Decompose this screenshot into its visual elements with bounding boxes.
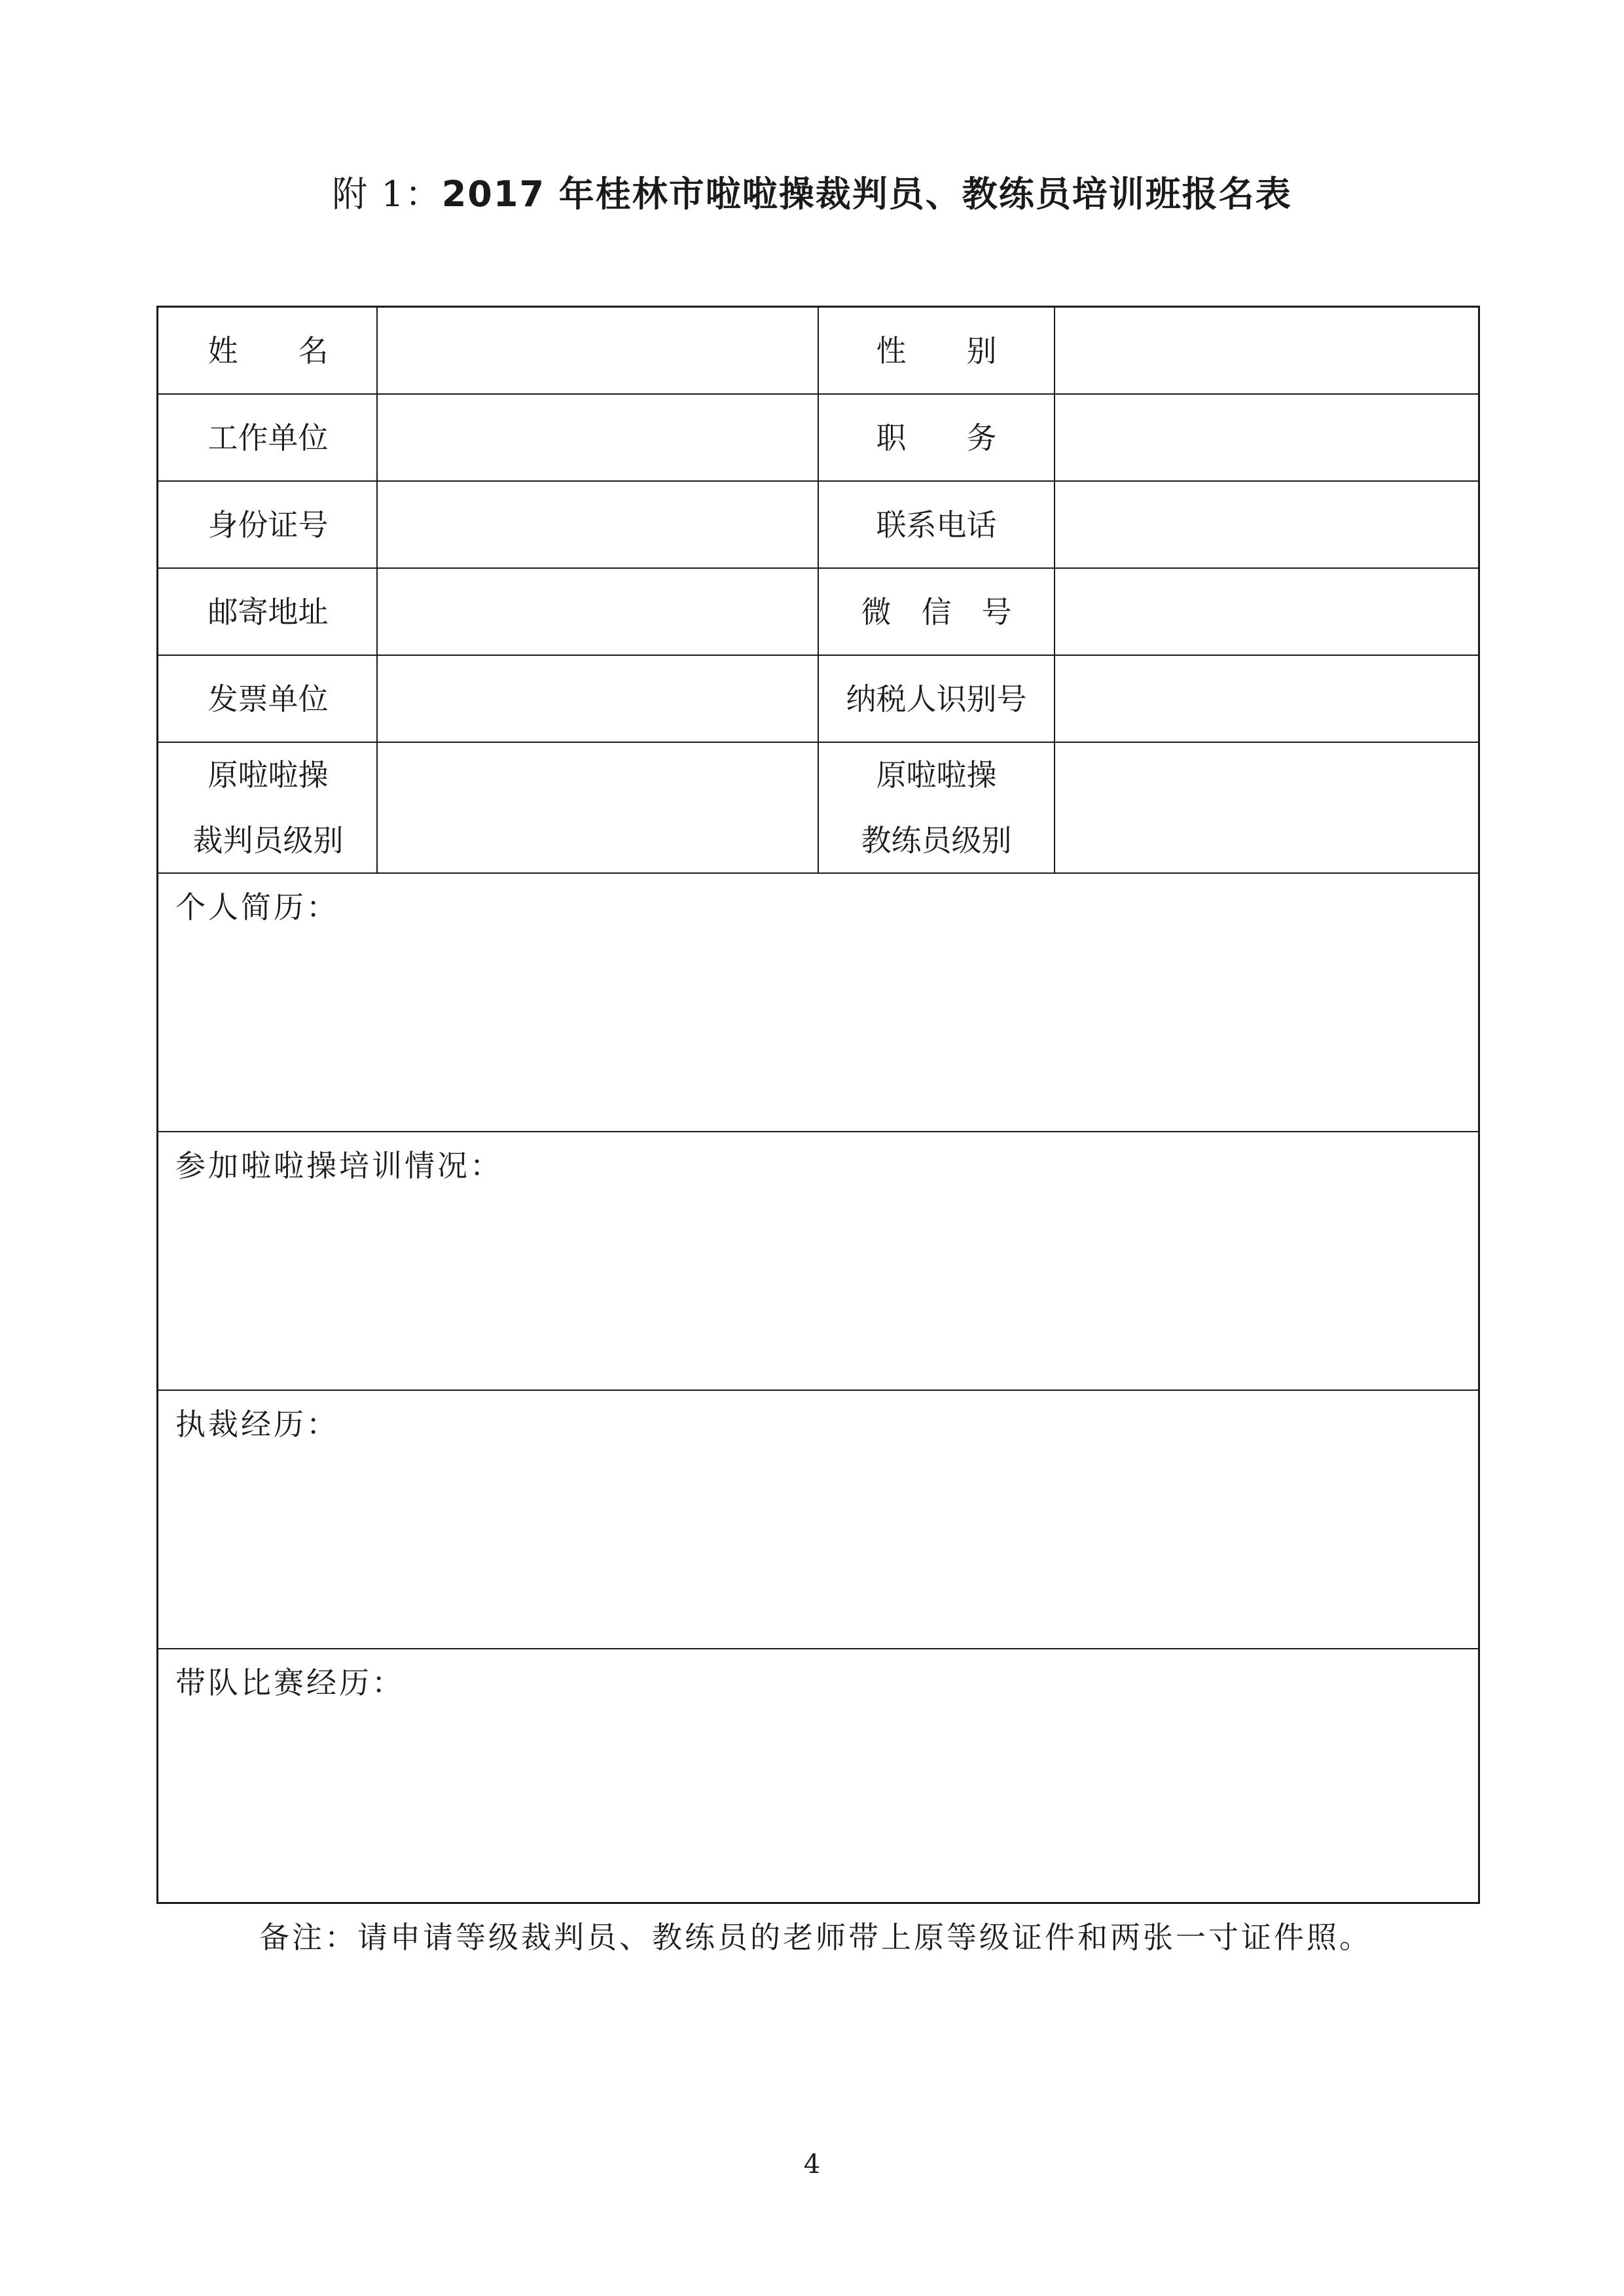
mailing-address-label: 邮寄地址 [208, 594, 329, 630]
team-competition-history-field[interactable] [158, 1712, 1478, 1901]
id-number-label: 身份证号 [208, 507, 329, 543]
officiating-history-label: 执裁经历： [175, 1407, 339, 1442]
page-number: 4 [803, 2149, 821, 2179]
id-number-field[interactable] [378, 482, 818, 568]
training-history-field[interactable] [158, 1194, 1478, 1390]
tax-id-label: 纳税人识别号 [846, 681, 1027, 717]
referee-level-field[interactable] [378, 743, 818, 872]
row-divider [158, 1131, 1478, 1132]
coach-level-field[interactable] [1055, 743, 1478, 872]
wechat-label: 微 信 号 [861, 594, 1012, 630]
referee-level-label-line2: 裁判员级别 [192, 823, 344, 858]
gender-field[interactable] [1055, 308, 1478, 394]
form-title-text: 2017 年桂林市啦啦操裁判员、教练员培训班报名表 [441, 173, 1292, 215]
work-unit-label: 工作单位 [208, 420, 329, 456]
tax-id-field[interactable] [1055, 656, 1478, 742]
work-unit-field[interactable] [378, 395, 818, 481]
officiating-history-field[interactable] [158, 1453, 1478, 1648]
referee-level-label-line1: 原啦啦操 [208, 757, 329, 793]
appendix-label: 附 1： [332, 173, 442, 215]
invoice-unit-field[interactable] [378, 656, 818, 742]
wechat-field[interactable] [1055, 569, 1478, 655]
phone-label: 联系电话 [876, 507, 997, 543]
registration-form [156, 306, 1480, 1904]
gender-label: 性 别 [876, 333, 997, 368]
coach-level-label [819, 743, 1054, 872]
phone-field[interactable] [1055, 482, 1478, 568]
coach-level-label-line1: 原啦啦操 [876, 757, 997, 793]
coach-level-label-line2: 教练员级别 [861, 823, 1012, 858]
row-divider [158, 872, 1478, 874]
referee-level-label [158, 743, 378, 872]
mailing-address-field[interactable] [378, 569, 818, 655]
position-label: 职 务 [876, 420, 997, 456]
resume-label: 个人简历： [175, 889, 339, 925]
position-field[interactable] [1055, 395, 1478, 481]
name-field[interactable] [378, 308, 818, 394]
invoice-unit-label: 发票单位 [208, 681, 329, 717]
row-divider [158, 1390, 1478, 1391]
training-history-label: 参加啦啦操培训情况： [175, 1148, 503, 1183]
form-title [0, 171, 1624, 217]
form-note: 备注：请申请等级裁判员、教练员的老师带上原等级证件和两张一寸证件照。 [259, 1920, 1372, 1955]
team-competition-history-label: 带队比赛经历： [175, 1665, 405, 1700]
name-label: 姓 名 [208, 333, 329, 368]
row-divider [158, 1648, 1478, 1649]
resume-field[interactable] [158, 936, 1478, 1131]
